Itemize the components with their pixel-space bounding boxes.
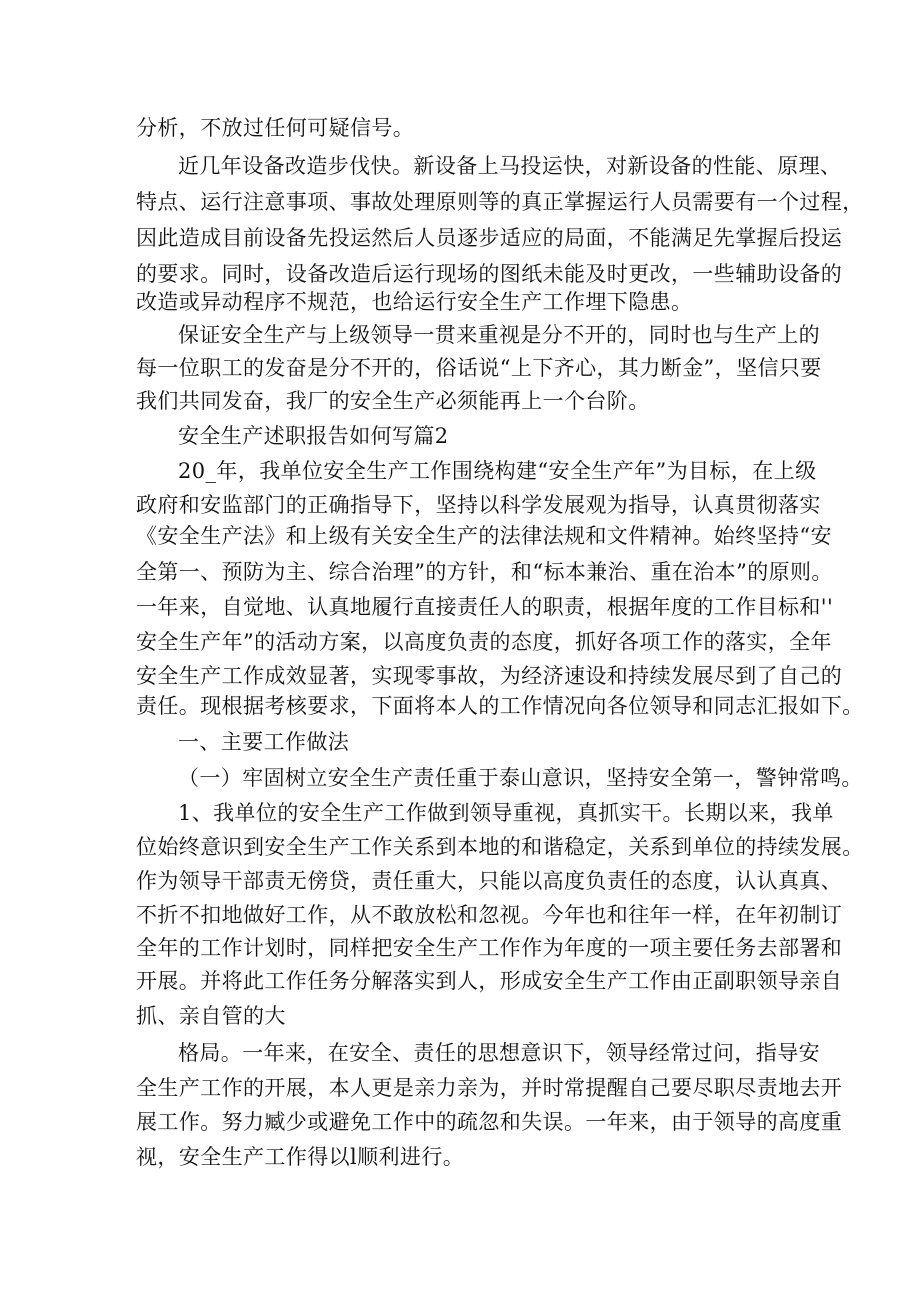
subsection-heading: 一、主要工作做法 (178, 730, 350, 754)
text-line: 改造或异动程序不规范，也给运行安全生产工作埋下隐患。 (136, 290, 693, 314)
text-line: 抓、亲自管的大 (136, 1004, 286, 1028)
text-line: 《安全生产法》和上级有关安全生产的法律法规和文件精神。始终坚持“安 (136, 524, 832, 548)
text-line: 全年的工作计划时，同样把安全生产工作作为年度的一项主要任务去部署和 (136, 936, 843, 960)
text-line: 因此造成目前设备先投运然后人员逐步适应的局面，不能满足先掌握后投运 (136, 226, 843, 250)
text-line: 安全生产工作成效显著，实现零事故，为经济速设和持续发展尽到了自己的 (136, 664, 843, 688)
text-line: 格局。一年来，在安全、责任的思想意识下，领导经常过问，指导安 (178, 1041, 820, 1065)
text-line: 展工作。努力臧少或避免工作中的疏忽和失误。一年来，由于领导的高度重 (136, 1110, 843, 1134)
text-line: 责任。现根据考核要求，下面将本人的工作情况向各位领导和同志汇报如下。 (136, 694, 864, 718)
text-line: 保证安全生产与上级领导一贯来重视是分不开的，同时也与生产上的 (178, 323, 820, 347)
text-line: 开展。并将此工作任务分解落实到人，形成安全生产工作由正副职领导亲自 (136, 969, 843, 993)
text-line: 视，安全生产工作得以l顺利进行。 (136, 1145, 465, 1169)
text-line: 特点、运行注意事项、事故处理原则等的真正掌握运行人员需要有一个过程， (136, 190, 864, 214)
text-line: 我们共同发奋，我厂的安全生产必须能再上一个台阶。 (136, 389, 650, 413)
text-line: 位始终意识到安全生产工作关系到本地的和谐稳定，关系到单位的持续发展。 (136, 835, 864, 859)
text-line: 分析，不放过任何可疑信号。 (136, 116, 415, 140)
text-line: 近几年设备改造步伐快。新设备上马投运快，对新设备的性能、原理、 (178, 154, 842, 178)
text-line: （一）牢固树立安全生产责任重于泰山意识，坚持安全第一，警钟常鸣。 (178, 766, 863, 790)
text-line: 的要求。同时，设备改造后运行现场的图纸未能及时更改，一些辅助设备的 (136, 262, 843, 286)
text-line: 安全生产年”的活动方案，以高度负责的态度，抓好各项工作的落实，全年 (136, 630, 832, 654)
text-line: 每一位职工的发奋是分不开的，俗话说“上下齐心，其力断金”，坚信只要 (136, 356, 822, 380)
text-line: 全生产工作的开展，本人更是亲力亲为，并时常提醒自己要尽职尽责地去开 (136, 1076, 843, 1100)
section-heading: 安全生产述职报告如何写篇2 (178, 424, 449, 448)
text-line: 政府和安监部门的正确指导下，坚持以科学发展观为指导，认真贯彻落实 (136, 493, 821, 517)
text-line: 不折不扣地做好工作，从不敢放松和忽视。今年也和往年一样，在年初制订 (136, 903, 843, 927)
text-line: 20_年，我单位安全生产工作围绕构建“安全生产年”为目标，在上级 (178, 459, 817, 483)
text-line: 作为领导干部责无傍贷，责任重大，只能以高度负责任的态度，认认真真、 (136, 869, 843, 893)
text-line: 一年来，自觉地、认真地履行直接责任人的职责，根据年度的工作目标和'' (136, 595, 834, 619)
text-line: 全第一、预防为主、综合治理”的方针，和“标本兼治、重在治本”的原则。 (136, 560, 833, 584)
text-line: 1、我单位的安全生产工作做到领导重视，真抓实干。长期以来，我单 (178, 801, 834, 825)
